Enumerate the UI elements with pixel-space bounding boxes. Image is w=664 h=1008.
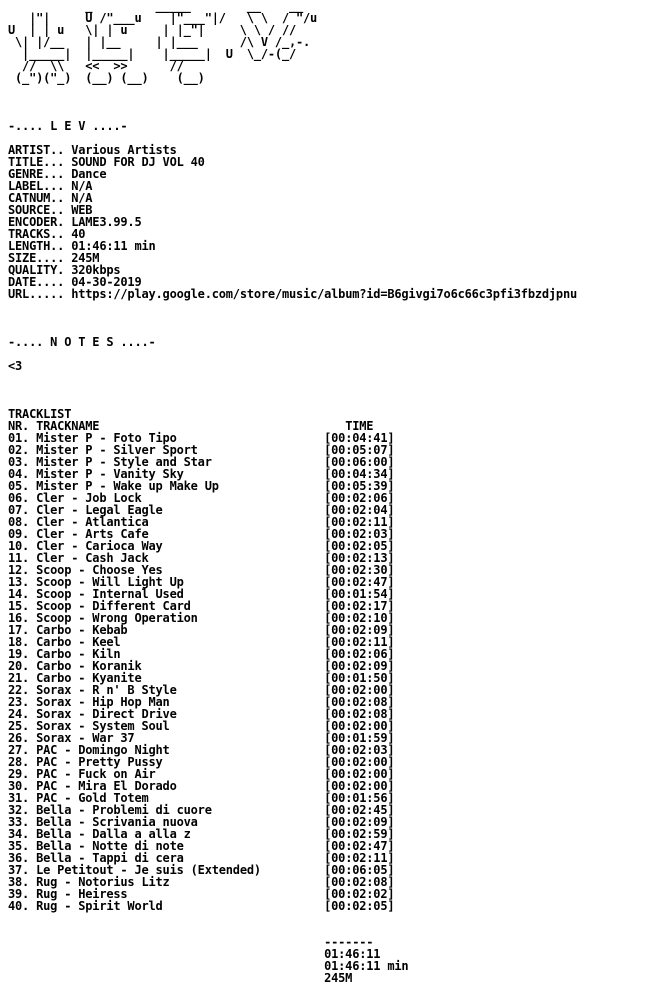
track-name: Sorax - System Soul [36, 719, 325, 733]
info-label: URL..... [8, 287, 65, 301]
ascii-logo-line: // \\ << >> // [8, 59, 184, 73]
track-name: Bella - Problemi di cuore [36, 803, 325, 817]
info-value: N/A [71, 191, 93, 205]
track-time: [00:02:00] [324, 779, 395, 793]
track-name: Scoop - Wrong Operation [36, 611, 325, 625]
info-label: TRACKS.. [8, 227, 65, 241]
track-time: [00:02:59] [324, 827, 395, 841]
track-number: 29. [8, 767, 30, 781]
info-label: ENCODER. [8, 215, 65, 229]
track-number: 10. [8, 539, 30, 553]
track-name: Scoop - Choose Yes [36, 563, 325, 577]
track-name: Cler - Arts Cafe [36, 527, 325, 541]
track-time: [00:05:39] [324, 479, 395, 493]
track-time: [00:02:11] [324, 515, 395, 529]
track-number: 14. [8, 587, 30, 601]
info-label: LENGTH.. [8, 239, 65, 253]
info-label: QUALITY. [8, 263, 65, 277]
track-time: [00:02:02] [324, 887, 395, 901]
track-number: 07. [8, 503, 30, 517]
totals-time: 01:46:11 [324, 947, 381, 961]
track-number: 12. [8, 563, 30, 577]
track-number: 24. [8, 707, 30, 721]
track-time: [00:02:08] [324, 875, 395, 889]
track-time: [00:02:09] [324, 815, 395, 829]
track-number: 16. [8, 611, 30, 625]
info-value: 01:46:11 min [71, 239, 156, 253]
track-name: Mister P - Foto Tipo [36, 431, 325, 445]
track-number: 03. [8, 455, 30, 469]
track-name: Carbo - Kebab [36, 623, 325, 637]
info-value: Dance [71, 167, 107, 181]
track-name: Cler - Job Lock [36, 491, 325, 505]
column-header-trackname: TRACKNAME [36, 419, 346, 433]
track-number: 15. [8, 599, 30, 613]
track-number: 01. [8, 431, 30, 445]
track-time: [00:05:07] [324, 443, 395, 457]
track-name: PAC - Domingo Night [36, 743, 325, 757]
track-name: Carbo - Keel [36, 635, 325, 649]
track-number: 02. [8, 443, 30, 457]
track-time: [00:02:00] [324, 719, 395, 733]
totals-size: 245M [324, 971, 353, 985]
info-label: CATNUM.. [8, 191, 65, 205]
track-time: [00:04:34] [324, 467, 395, 481]
track-name: Le Petitout - Je suis (Extended) [36, 863, 325, 877]
track-name: PAC - Pretty Pussy [36, 755, 325, 769]
track-number: 37. [8, 863, 30, 877]
track-number: 23. [8, 695, 30, 709]
track-number: 30. [8, 779, 30, 793]
track-number: 20. [8, 659, 30, 673]
track-name: Cler - Cash Jack [36, 551, 325, 565]
info-label: SIZE.... [8, 251, 65, 265]
notes-text: <3 [8, 359, 23, 373]
track-time: [00:01:54] [324, 587, 395, 601]
track-time: [00:02:11] [324, 635, 395, 649]
track-number: 32. [8, 803, 30, 817]
track-name: Carbo - Kyanite [36, 671, 325, 685]
track-number: 36. [8, 851, 30, 865]
track-name: Mister P - Silver Sport [36, 443, 325, 457]
info-value: WEB [71, 203, 93, 217]
track-time: [00:02:05] [324, 899, 395, 913]
track-name: Rug - Heiress [36, 887, 325, 901]
track-number: 05. [8, 479, 30, 493]
info-value: 04-30-2019 [71, 275, 142, 289]
info-value: LAME3.99.5 [71, 215, 142, 229]
track-name: Bella - Notte di note [36, 839, 325, 853]
track-name: Mister P - Vanity Sky [36, 467, 325, 481]
track-time: [00:02:45] [324, 803, 395, 817]
track-time: [00:02:08] [324, 707, 395, 721]
track-time: [00:02:09] [324, 659, 395, 673]
track-number: 28. [8, 755, 30, 769]
track-time: [00:06:05] [324, 863, 395, 877]
track-number: 18. [8, 635, 30, 649]
track-name: Scoop - Will Light Up [36, 575, 325, 589]
track-name: PAC - Mira El Dorado [36, 779, 325, 793]
track-time: [00:02:13] [324, 551, 395, 565]
track-time: [00:01:59] [324, 731, 395, 745]
track-time: [00:02:03] [324, 527, 395, 541]
totals-separator: ------- [324, 935, 374, 949]
track-time: [00:02:09] [324, 623, 395, 637]
info-value: 40 [71, 227, 86, 241]
track-time: [00:02:47] [324, 575, 395, 589]
notes-title: -.... N O T E S ....- [8, 335, 156, 349]
track-time: [00:06:00] [324, 455, 395, 469]
info-label: GENRE... [8, 167, 65, 181]
info-label: ARTIST.. [8, 143, 65, 157]
track-number: 08. [8, 515, 30, 529]
info-value: 320kbps [71, 263, 121, 277]
track-time: [00:02:06] [324, 491, 395, 505]
track-number: 11. [8, 551, 30, 565]
track-time: [00:02:11] [324, 851, 395, 865]
track-name: Sorax - R n' B Style [36, 683, 325, 697]
info-label: TITLE... [8, 155, 65, 169]
track-time: [00:02:00] [324, 755, 395, 769]
ascii-logo-line: U | | u \| | u | |_"| \ \ / // [8, 23, 297, 37]
column-header-nr: NR. [8, 419, 30, 433]
track-number: 22. [8, 683, 30, 697]
track-time: [00:04:41] [324, 431, 395, 445]
track-time: [00:02:04] [324, 503, 395, 517]
track-time: [00:02:47] [324, 839, 395, 853]
track-name: Bella - Dalla a alla z [36, 827, 325, 841]
track-name: Sorax - War 37 [36, 731, 325, 745]
info-value: https://play.google.com/store/music/album?id=B6givgi7o6c66c3pfi3fbzdjpnu [71, 287, 578, 301]
info-value: 245M [71, 251, 100, 265]
track-time: [00:02:03] [324, 743, 395, 757]
track-time: [00:02:00] [324, 767, 395, 781]
info-value: N/A [71, 179, 93, 193]
track-time: [00:02:17] [324, 599, 395, 613]
track-number: 17. [8, 623, 30, 637]
info-label: DATE.... [8, 275, 65, 289]
track-name: Cler - Carioca Way [36, 539, 325, 553]
track-name: Mister P - Style and Star [36, 455, 325, 469]
track-time: [00:02:30] [324, 563, 395, 577]
track-name: Mister P - Wake up Make Up [36, 479, 325, 493]
ascii-logo-line: |"| U /"___u |"___"|/ \ \ / "/u [8, 11, 318, 25]
track-number: 06. [8, 491, 30, 505]
ascii-logo-line: |_____| |_____| |_____| U \_/-(_/ [8, 47, 297, 61]
track-name: Bella - Tappi di cera [36, 851, 325, 865]
track-time: [00:02:05] [324, 539, 395, 553]
track-name: Rug - Spirit World [36, 899, 325, 913]
track-number: 40. [8, 899, 30, 913]
track-time: [00:02:06] [324, 647, 395, 661]
track-number: 27. [8, 743, 30, 757]
info-label: LABEL... [8, 179, 65, 193]
ascii-logo-line: \| |/__ | |__ | |___ /\ V /_,-. [8, 35, 311, 49]
track-number: 21. [8, 671, 30, 685]
track-number: 38. [8, 875, 30, 889]
tracklist-heading: TRACKLIST [8, 407, 72, 421]
track-time: [00:02:10] [324, 611, 395, 625]
track-number: 26. [8, 731, 30, 745]
track-number: 09. [8, 527, 30, 541]
ascii-logo-line: (_")("_) (__) (__) (__) [8, 71, 205, 85]
track-number: 31. [8, 791, 30, 805]
track-time: [00:01:56] [324, 791, 395, 805]
nfo-document [8, 0, 577, 984]
track-time: [00:02:08] [324, 695, 395, 709]
totals-time-min: 01:46:11 min [324, 959, 409, 973]
track-time: [00:01:50] [324, 671, 395, 685]
track-name: PAC - Fuck on Air [36, 767, 325, 781]
info-value: Various Artists [71, 143, 177, 157]
track-number: 04. [8, 467, 30, 481]
track-number: 35. [8, 839, 30, 853]
track-time: [00:02:00] [324, 683, 395, 697]
ascii-logo-line: _ _____ __ __ [8, 0, 304, 13]
track-number: 33. [8, 815, 30, 829]
info-label: SOURCE.. [8, 203, 65, 217]
track-number: 13. [8, 575, 30, 589]
track-number: 34. [8, 827, 30, 841]
track-name: Scoop - Different Card [36, 599, 325, 613]
track-name: Carbo - Kiln [36, 647, 325, 661]
track-name: PAC - Gold Totem [36, 791, 325, 805]
track-name: Rug - Notorius Litz [36, 875, 325, 889]
header-title: -.... L E V ....- [8, 119, 128, 133]
track-name: Cler - Legal Eagle [36, 503, 325, 517]
column-header-time: TIME [345, 419, 374, 433]
track-name: Sorax - Direct Drive [36, 707, 325, 721]
track-number: 39. [8, 887, 30, 901]
track-name: Scoop - Internal Used [36, 587, 325, 601]
track-name: Sorax - Hip Hop Man [36, 695, 325, 709]
info-value: SOUND FOR DJ VOL 40 [71, 155, 205, 169]
track-number: 25. [8, 719, 30, 733]
track-name: Cler - Atlantica [36, 515, 325, 529]
track-number: 19. [8, 647, 30, 661]
track-name: Bella - Scrivania nuova [36, 815, 325, 829]
track-name: Carbo - Koranik [36, 659, 325, 673]
